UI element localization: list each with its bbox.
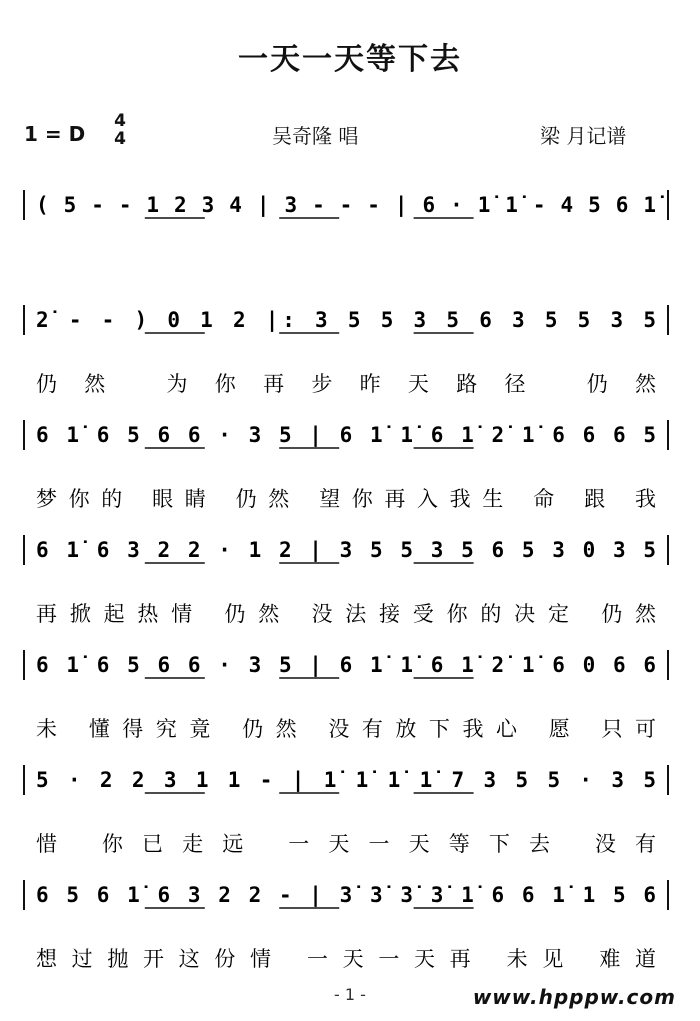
score-line [24, 420, 668, 511]
lyrics-text: 仍然 为你再步昨天路径 仍然 [36, 372, 656, 396]
notes-text: ( 5 - - 1 2 3 4 | 3 - - - | 6 · 1̇ 1̇ - 4 5 6 1̇ [36, 193, 656, 217]
lyrics-text: 梦你的 眼睛 仍然 望你再入我生 命 跟 我 [36, 487, 657, 511]
score-line [24, 650, 668, 741]
transcriber-credit: 梁 月记谱 [540, 124, 627, 148]
singer-credit: 吴奇隆 唱 [272, 124, 359, 148]
notes-text: 2̇ - - ) 0 1 2 |: 3 5 5 3 5 6 3 5 5 3 5 [36, 308, 656, 332]
score-line [24, 535, 668, 626]
score-line [24, 765, 668, 856]
page-number: - 1 - [334, 985, 366, 1004]
lyrics-text: 未 懂得究竟 仍然 没有放下我心 愿 只可 [36, 717, 656, 741]
notes-text: 6 5 6 1̇ 6 3 2 2 - | 3̇ 3̇ 3̇ 3̇ 1̇ 6 6 1̇ 1 5 6 [36, 883, 656, 907]
score-line [24, 305, 668, 396]
meter-bottom: 4 [114, 129, 126, 149]
lyrics-text: 再掀起热情 仍然 没法接受你的决定 仍然 [36, 602, 656, 626]
notes-text: 6 1̇ 6 3 2 2 · 1 2 | 3 5 5 3 5 6 5 3 0 3 5 [36, 538, 656, 562]
notes-text: 6 1̇ 6 5 6 6 · 3 5 | 6 1̇ 1̇ 6 1̇ 2̇ 1̇ 6 0 6 6 [36, 653, 656, 677]
score-line [24, 190, 668, 220]
lyrics-text: 想过抛开这份情 一天一天再 未见 难道 [36, 947, 656, 971]
song-title: 一天一天等下去 [238, 42, 462, 77]
meter-top: 4 [114, 111, 126, 131]
lyrics-text: 惜 你已走远 一天一天等下去 没有 [36, 832, 656, 856]
notes-text: 6 1̇ 6 5 6 6 · 3 5 | 6 1̇ 1̇ 6 1̇ 2̇ 1̇ 6 6 6 5 [36, 423, 656, 447]
site-watermark: www.hpppw.com [472, 985, 676, 1009]
score-line [24, 880, 668, 971]
notes-text: 5 · 2 2 3 1 1 - | 1̇ 1̇ 1̇ 1̇ 7 3 5 5 · 3 5 [36, 768, 656, 792]
key-signature: 1 = D [24, 122, 86, 146]
